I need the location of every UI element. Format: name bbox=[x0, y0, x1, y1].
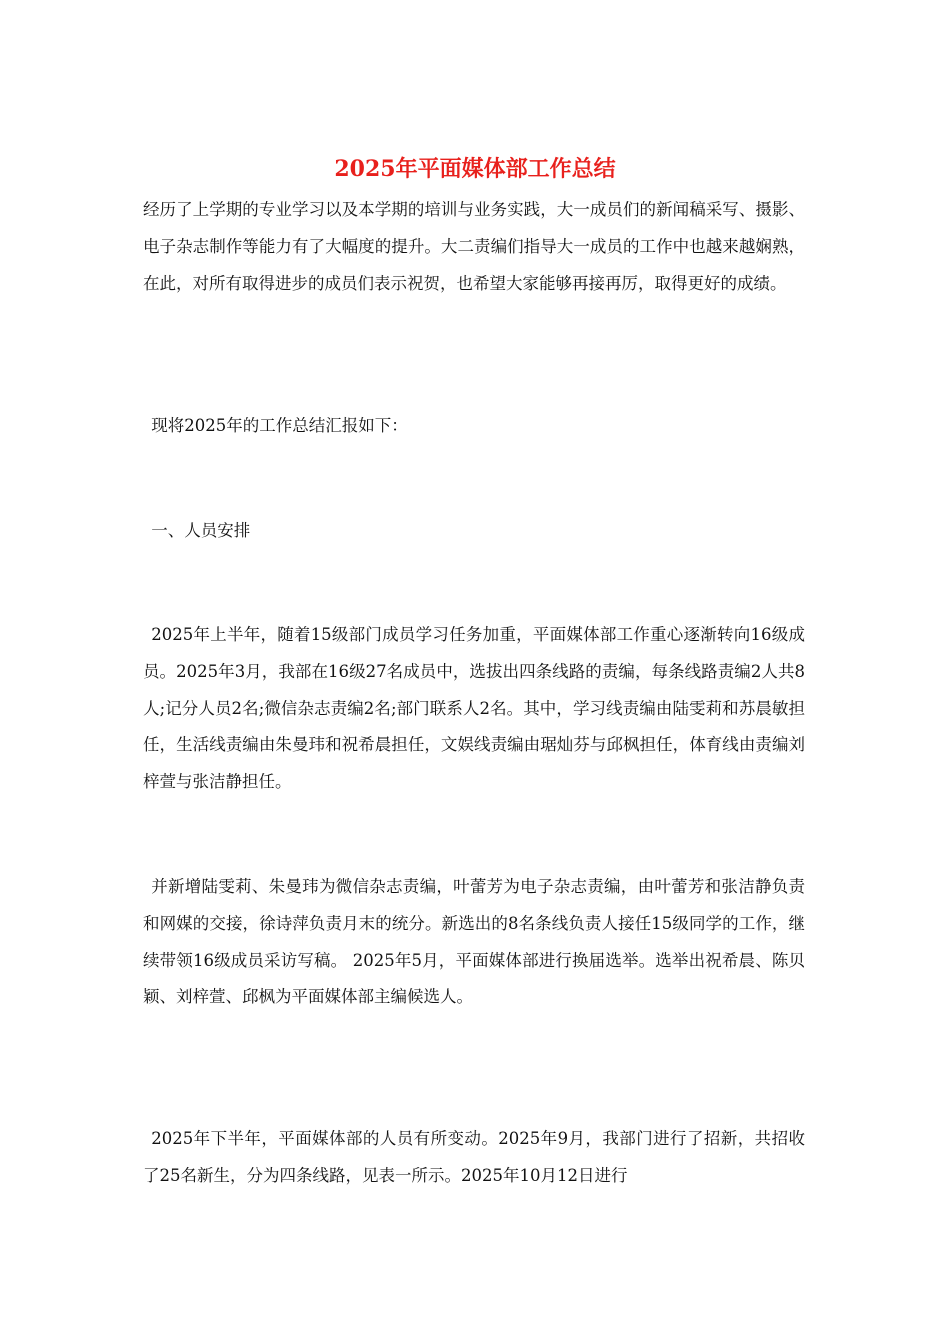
document-title: 2025年平面媒体部工作总结 bbox=[334, 156, 616, 182]
intro-paragraph: 经历了上学期的专业学习以及本学期的培训与业务实践，大一成员们的新闻稿采写、摄影、电子杂志制作等能力有了大幅度的提升。大二责编们指导大一成员的工作中也越来越娴熟，在此，对所有取得进步的成员们表示祝贺，也希望大家能够再接再厉，取得更好的成绩。 bbox=[143, 200, 805, 293]
second-half-paragraph: 2025年下半年，平面媒体部的人员有所变动。2025年9月，我部门进行了招新，共招收了25名新生，分为四条线路，见表一所示。2025年10月12日进行 bbox=[143, 1129, 805, 1185]
additions-paragraph: 并新增陆雯莉、朱曼玮为微信杂志责编，叶蕾芳为电子杂志责编，由叶蕾芳和张洁静负责和网媒的交接，徐诗萍负责月末的统分。新选出的8名条线负责人接任15级同学的工作，继续带领16级成员采访写稿。 2025年5月，平面媒体部进行换届选举。选举出祝希晨、陈贝颖、刘梓萱、邱枫为平面媒体部主编候选人。 bbox=[143, 877, 805, 1007]
section-heading-staffing: 一、人员安排 bbox=[151, 521, 251, 540]
first-half-paragraph: 2025年上半年，随着15级部门成员学习任务加重，平面媒体部工作重心逐渐转向16级成员。2025年3月，我部在16级27名成员中，选拔出四条线路的责编，每条线路责编2人共8人;记分人员2名;微信杂志责编2名;部门联系人2名。其中，学习线责编由陆雯莉和苏晨敏担任，生活线责编由朱曼玮和祝希晨担任，文娱线责编由琚灿芬与邱枫担任，体育线由责编刘梓萱与张洁静担任。 bbox=[143, 625, 805, 792]
report-intro-paragraph: 现将2025年的工作总结汇报如下： bbox=[151, 416, 408, 435]
